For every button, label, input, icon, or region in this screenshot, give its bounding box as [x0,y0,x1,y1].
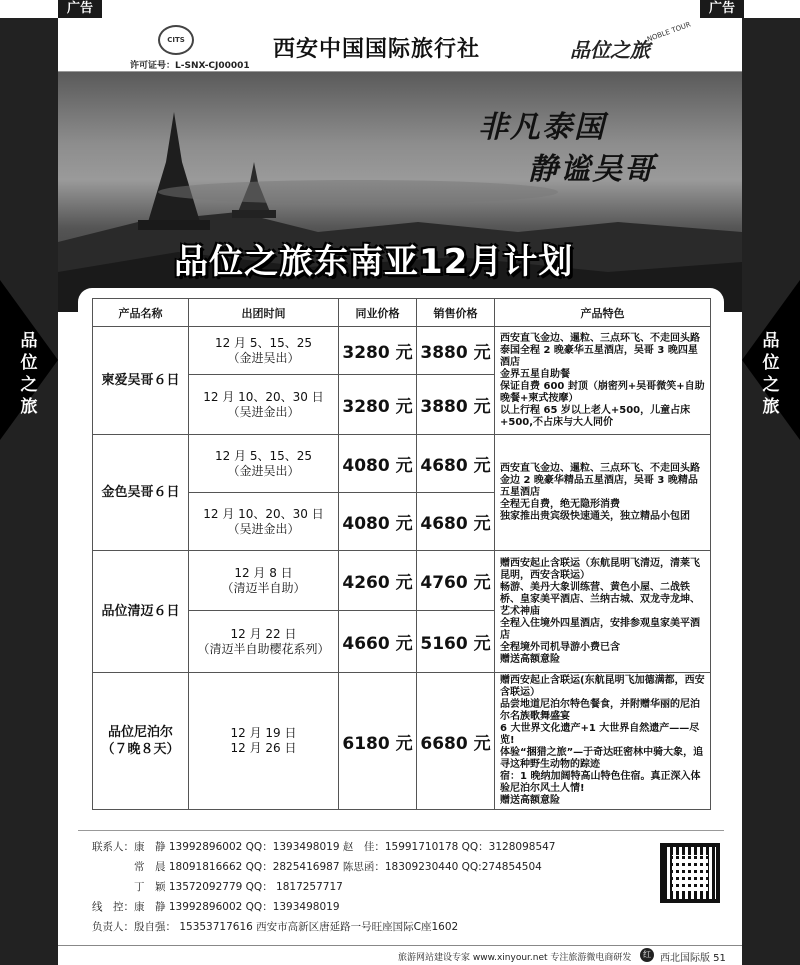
header [58,18,742,72]
contacts-section [78,830,724,946]
tour-table [92,298,711,810]
trade-price: 6180 元 [339,673,417,810]
sale-price: 4680 元 [417,435,495,493]
side-panel-left [0,18,58,965]
departure-cell [189,551,339,611]
departure-cell [189,611,339,673]
product-features [495,673,711,810]
feature-line: 泰国全程 2 晚豪华五星酒店，吴哥 3 晚四星酒店 [500,344,698,368]
feature-line: 赠送高额意险 [500,653,560,665]
departure-date: 12 月 10、20、30 日 [203,506,324,521]
contact-line: 联系人：康 静 13992896002 QQ：1393498019 赵 佳：15991710178 QQ：3128098547 [92,841,556,853]
departure-date: 12 月 19 日 [230,726,297,740]
sale-price: 6680 元 [417,673,495,810]
sale-price: 3880 元 [417,375,495,435]
trade-price: 3280 元 [339,375,417,435]
side-char: 旅 [762,397,780,417]
ad-card [58,18,742,965]
feature-line: 赠西安起止含联运（东航昆明飞清迈，清莱飞昆明，西安含联运） [500,557,700,581]
footer-mark-icon: 红 [640,948,654,962]
departure-cell [189,327,339,375]
departure-date: 12 月 22 日 [230,626,297,641]
trade-price: 4660 元 [339,611,417,673]
plan-title: 品位之旅东南亚12月计划 [174,242,574,282]
departure-cell [189,435,339,493]
sale-price: 3880 元 [417,327,495,375]
trade-price: 4080 元 [339,493,417,551]
contact-line: 线 控：康 静 13992896002 QQ：1393498019 [92,901,340,913]
feature-line: 体验“捆猎之旅”—于奇达旺密林中骑大象，追寻这种野生动物的踪迹 [500,747,704,770]
feature-line: 畅游、美丹大象训练营、黄色小屋、二战铁桥、皇家美平酒店、兰纳古城、双龙寺龙坤、艺术神庙 [500,581,700,617]
feature-line: 6 大世界文化遗产+1 大世界自然遗产——尽览! [500,723,700,746]
product-features [495,551,711,673]
side-brand-text-right [742,330,800,418]
brand-logo: 品位之旅 [570,38,650,62]
side-char: 位 [20,353,38,373]
departure-date: 12 月 8 日 [234,565,293,580]
product-features [495,435,711,551]
feature-line: 金界五星自助餐 [500,368,570,380]
feature-line: 全程无自费，绝无隐形消费 [500,498,620,510]
departure-cell [189,493,339,551]
feature-line: 西安直飞金边、暹粒、三点环飞、不走回头路 [500,332,700,344]
side-char: 旅 [20,397,38,417]
table-row [93,673,711,810]
feature-line: 宿：1 晚纳加阔特高山特色住宿。真正深入体验尼泊尔风土人情! [500,771,701,794]
col-header-product: 产品名称 [93,299,189,327]
departure-route: （金进吴出） [227,463,300,478]
contact-line: 常 晨 18091816662 QQ：2825416987 陈思函：18309230440 QQ:274854504 [92,861,542,873]
feature-line: 全程境外司机导游小费已含 [500,641,620,653]
side-char: 位 [762,353,780,373]
product-name: 品位清迈６日 [93,551,189,673]
col-header-sale-price: 销售价格 [417,299,495,327]
ad-label-left: 广告 [58,0,102,18]
feature-line: 金边 2 晚豪华精品五星酒店，吴哥 3 晚精品五星酒店 [500,474,698,498]
departure-date-2: 12 月 26 日 [230,741,297,755]
side-char: 之 [20,375,38,395]
product-features [495,327,711,435]
contact-line: 丁 颖 13572092779 QQ： 1817257717 [92,881,343,893]
departure-route: （清迈半自助） [221,580,306,595]
side-brand-text-left [0,330,58,418]
cits-logo-icon: CITS [158,25,194,55]
feature-line: 以上行程 65 岁以上老人+500，儿童占床+500,不占床与大人同价 [500,404,691,428]
side-panel-right [742,18,800,965]
slogan-angkor: 静谧吴哥 [528,152,656,187]
sale-price: 4680 元 [417,493,495,551]
feature-line: 保证自费 600 封顶（崩密列+吴哥微笑+自助晚餐+柬式按摩） [500,380,705,404]
sale-price: 5160 元 [417,611,495,673]
side-char: 品 [20,331,38,351]
product-name: 柬爱吴哥６日 [93,327,189,435]
col-header-departure: 出团时间 [189,299,339,327]
license-number: 许可证号：L-SNX-CJ00001 [130,61,250,71]
side-char: 之 [762,375,780,395]
feature-line: 独家推出贵宾级快速通关，独立精品小包团 [500,510,690,522]
top-bar [0,0,800,18]
feature-line: 赠西安起止含联运(东航昆明飞加德满都，西安含联运） [500,675,705,698]
departure-cell [189,375,339,435]
col-header-trade-price: 同业价格 [339,299,417,327]
feature-line: 西安直飞金边、暹粒、三点环飞、不走回头路 [500,462,700,474]
agency-name: 西安中国国际旅行社 [273,37,481,62]
departure-route: （清迈半自助樱花系列） [197,641,330,656]
product-name-line: 品位尼泊尔 [107,725,173,740]
sale-price: 4760 元 [417,551,495,611]
brand-subtitle: NOBLE TOUR [646,20,692,44]
ad-label-right: 广告 [700,0,744,18]
trade-price: 4260 元 [339,551,417,611]
slogan-thailand: 非凡泰国 [478,110,606,145]
feature-line: 全程入住境外四星酒店，安排参观皇家美平酒店 [500,617,700,641]
feature-line: 赠送高额意险 [500,795,560,806]
contact-line: 负责人：殷自强： 15353717616 西安市高新区唐延路一号旺座国际C座1602 [92,921,459,933]
product-name [93,673,189,810]
qr-code-icon[interactable] [660,843,720,903]
departure-date: 12 月 10、20、30 日 [203,389,324,404]
side-char: 品 [762,331,780,351]
departure-route: （吴进金出） [227,521,300,536]
table-row [93,435,711,493]
trade-price: 4080 元 [339,435,417,493]
table-row [93,551,711,611]
departure-cell [189,673,339,810]
product-name-line: （７晚８天） [101,742,180,757]
departure-route: （吴进金出） [227,404,300,419]
page-footer [58,945,742,965]
tour-table-panel [78,288,724,826]
table-header-row [93,299,711,327]
departure-route: （金进吴出） [227,350,300,365]
hero-banner [58,72,742,312]
departure-date: 12 月 5、15、25 [214,448,313,463]
table-row [93,327,711,375]
footer-page-info: 西北国际版 51 [660,953,726,964]
footer-website: 旅游网站建设专家 www.xinyour.net 专注旅游微电商研发 [398,953,632,963]
feature-line: 品尝地道尼泊尔特色餐食，并附赠华丽的尼泊尔名族歌舞盛宴 [500,699,700,722]
trade-price: 3280 元 [339,327,417,375]
col-header-features: 产品特色 [495,299,711,327]
product-name: 金色吴哥６日 [93,435,189,551]
departure-date: 12 月 5、15、25 [214,335,313,350]
